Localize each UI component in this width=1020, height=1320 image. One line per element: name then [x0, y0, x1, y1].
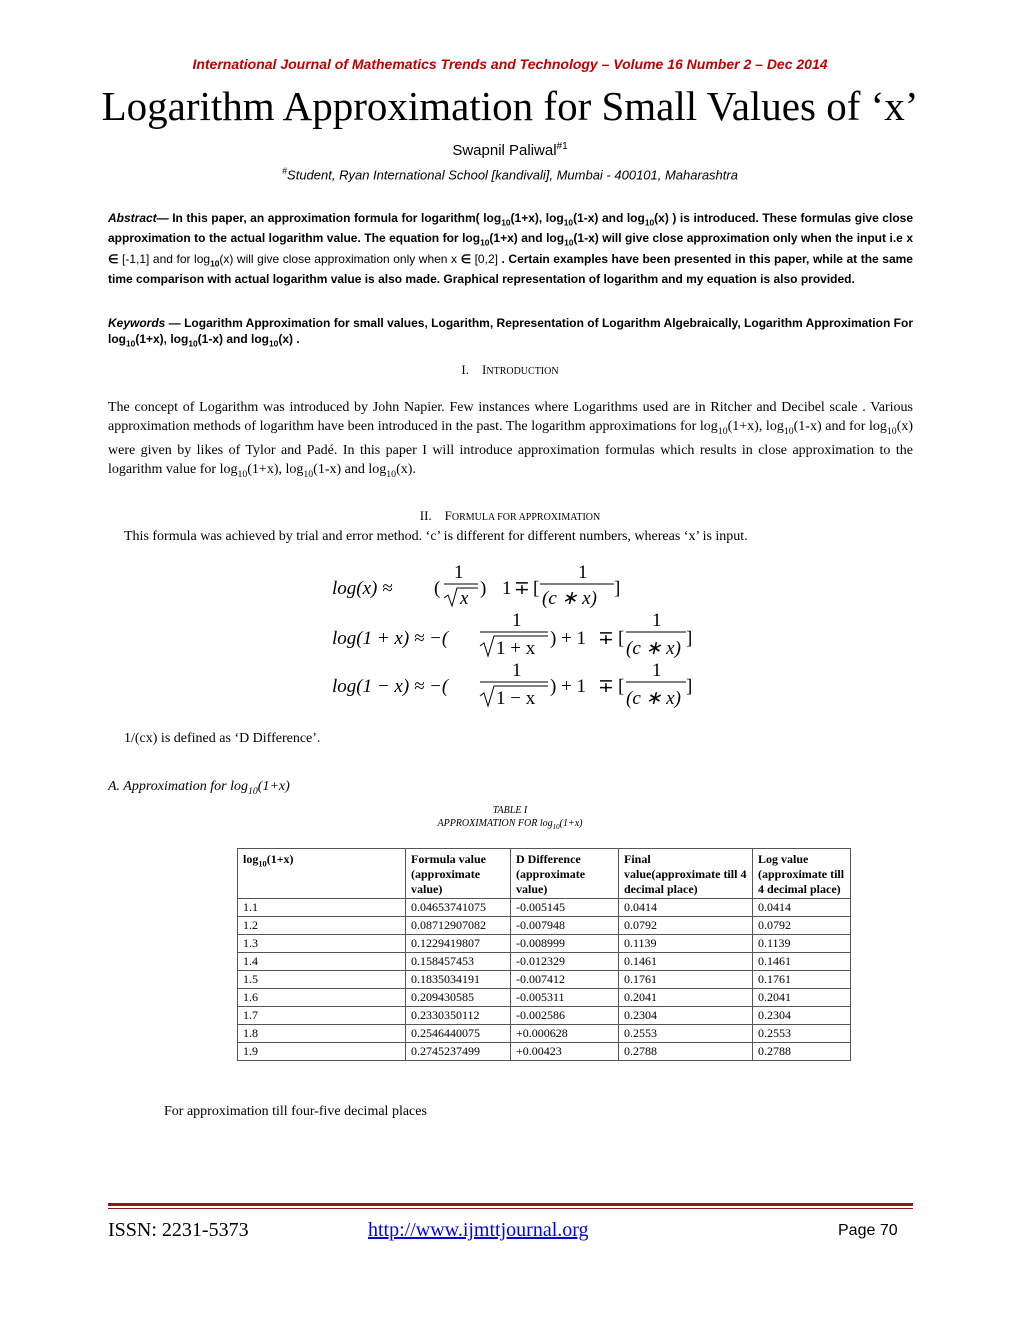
formula-3-numerator: 1: [512, 660, 522, 681]
formula-1-lhs: log(x) ≈: [332, 578, 393, 599]
closing-note: For approximation till four-five decimal places: [164, 1104, 427, 1119]
formula-3-radicand: 1 − x: [496, 688, 536, 709]
header-log-value: Log value (approximate till 4 decimal place): [753, 849, 851, 899]
table-cell: 0.0414: [753, 899, 851, 917]
formula-1-cx-numerator: 1: [578, 562, 588, 583]
table-cell: 0.0792: [753, 917, 851, 935]
formula-2-cx-numerator: 1: [652, 610, 662, 631]
table-cell: 0.2553: [619, 1025, 753, 1043]
header-final-value: Final value(approximate till 4 decimal place): [619, 849, 753, 899]
table-cell: 1.9: [238, 1043, 406, 1061]
table-cell: 0.0414: [619, 899, 753, 917]
formula-2-bracket-open: [: [618, 628, 625, 649]
formula-1-paren-close: ): [480, 578, 487, 599]
table-number: TABLE I: [492, 805, 528, 816]
formula-3-cx-denominator: (c ∗ x): [626, 688, 681, 709]
table-cell: 0.2330350112: [406, 1007, 511, 1025]
affiliation-superscript: #: [282, 166, 288, 176]
table-cell: -0.008999: [511, 935, 619, 953]
formula-intro: This formula was achieved by trial and error method. ‘c’ is different for different numbers, whereas ‘x’ is input.: [124, 529, 748, 544]
author-name: Swapnil Paliwal$^{\#1}$: [452, 141, 568, 159]
footer-rule-thin: [108, 1208, 913, 1209]
keywords: Keywords — Logarithm Approximation for small values, Logarithm, Representation of Logarithm Algebraically, Logarithm Approximation For $\log_{10}(1+x)$, $\log_{10}(1-x)$ and $\log_{10}(x)$ .: [108, 316, 913, 349]
table-cell: -0.007948: [511, 917, 619, 935]
table-row: [238, 935, 851, 953]
table-row: [238, 989, 851, 1007]
approximation-formulas: [330, 562, 710, 712]
table-cell: -0.007412: [511, 971, 619, 989]
table-cell: 0.2546440075: [406, 1025, 511, 1043]
formula-2-bracket-close: ]: [686, 628, 693, 649]
table-cell: 0.209430585: [406, 989, 511, 1007]
table-cell: +0.000628: [511, 1025, 619, 1043]
formula-3-bracket-open: [: [618, 676, 625, 697]
formula-2-numerator: 1: [512, 610, 522, 631]
table-cell: 0.1229419807: [406, 935, 511, 953]
table-cell: 0.08712907082: [406, 917, 511, 935]
table-cell: 1.1: [238, 899, 406, 917]
affiliation: #Student, Ryan International School [kandivali], Mumbai - 400101, Maharashtra: [282, 166, 738, 183]
footer-rule: [108, 1203, 913, 1206]
subsection-heading-a: A. Approximation for $\log_{10}(1+x)$: [108, 779, 290, 797]
formula-1-plus-one: 1: [502, 578, 512, 599]
table-cell: 0.2041: [753, 989, 851, 1007]
keywords-lead: Keywords: [108, 316, 166, 330]
formula-1-paren-open: (: [434, 578, 441, 599]
table-row: [238, 917, 851, 935]
table-cell: -0.005145: [511, 899, 619, 917]
table-cell: 0.2304: [753, 1007, 851, 1025]
table-cell: 1.2: [238, 917, 406, 935]
formula-1-minus-plus: ∓: [514, 578, 530, 599]
table-header-row: [238, 849, 851, 899]
table-row: [238, 971, 851, 989]
journal-header: International Journal of Mathematics Trends and Technology – Volume 16 Number 2 – Dec 2014: [192, 56, 828, 72]
formula-3-cx-numerator: 1: [652, 660, 662, 681]
table-row: [238, 1007, 851, 1025]
introduction-paragraph: The concept of Logarithm was introduced by John Napier. Few instances where Logarithms used are in Ritcher and Decibel scale . Various approximation methods of logarithm have been introduced in the past. The logarithm approximations for $\log_{10}(1+x)$, $\log_{10}(1-x)$ and for $\log_{10}(x)$ were given by likes of Tylor and Padé. In this paper I will introduce approximation formulas which results in close approximation to the logarithm value for $\log_{10}(1+x)$, $\log_{10}(1-x)$ and $\log_{10}(x)$.: [108, 400, 914, 480]
section-heading-introduction: I. INTRODUCTION: [461, 362, 559, 377]
footer-issn: ISSN: 2231-5373: [108, 1219, 249, 1241]
table-cell: 0.2041: [619, 989, 753, 1007]
table-cell: 0.2788: [619, 1043, 753, 1061]
table-cell: 0.158457453: [406, 953, 511, 971]
formula-1-radicand: x: [460, 588, 469, 609]
formula-2-minus-plus: ∓: [598, 628, 614, 649]
formula-2-radicand: 1 + x: [496, 638, 536, 659]
abstract: Abstract— In this paper, an approximation formula for logarithm( $\log_{10}(1+x)$, $\log_{10}(1-x)$ and $\log_{10}(x)$ ) is introduced. These formulas give close approximation to the actual logarithm value. The equation for $\log_{10}(1+x)$ and $\log_{10}(1-x)$ will give close approximation only when the input i.e x ∈ [-1,1] and for $\log_{10}(x)$ will give close approximation only when x ∈ [0,2] . Certain examples have been presented in this paper, while at the same time comparison with actual logarithm value is also made. Graphical representation of logarithm and my equation is also provided.: [108, 211, 914, 287]
formula-3-tail: ) + 1: [550, 676, 587, 697]
table-cell: 0.1761: [619, 971, 753, 989]
formula-1-bracket-close: ]: [614, 578, 621, 599]
footer-journal-link[interactable]: http://www.ijmttjournal.org: [368, 1219, 589, 1241]
table-cell: 1.3: [238, 935, 406, 953]
section-heading-formula: II. FORMULA FOR APPROXIMATION: [419, 508, 601, 523]
table-cell: 0.2304: [619, 1007, 753, 1025]
table-cell: 1.4: [238, 953, 406, 971]
footer-page-number: Page 70: [838, 1222, 898, 1239]
table-cell: 0.0792: [619, 917, 753, 935]
table-cell: 1.7: [238, 1007, 406, 1025]
table-title: APPROXIMATION FOR $\log_{10}(1+x)$: [437, 818, 583, 831]
table-cell: 0.2788: [753, 1043, 851, 1061]
table-cell: 0.1461: [753, 953, 851, 971]
header-d-difference: D Difference (approximate value): [511, 849, 619, 899]
table-cell: 0.04653741075: [406, 899, 511, 917]
author-superscript: #1: [556, 141, 568, 152]
header-formula-value: Formula value (approximate value): [406, 849, 511, 899]
formula-2-lhs: log(1 + x) ≈ −(: [332, 628, 449, 649]
formula-1-bracket-open: [: [533, 578, 540, 599]
formula-3-minus-plus: ∓: [598, 676, 614, 697]
d-difference-definition: 1/(cx) is defined as ‘D Difference’.: [124, 731, 321, 746]
paper-title: Logarithm Approximation for Small Values of ‘x’: [101, 83, 919, 129]
table-row: [238, 1043, 851, 1061]
formula-3-bracket-close: ]: [686, 676, 693, 697]
abstract-lead: Abstract—: [108, 211, 169, 225]
formula-2-tail: ) + 1: [550, 628, 587, 649]
table-cell: 1.8: [238, 1025, 406, 1043]
formula-3-lhs: log(1 − x) ≈ −(: [332, 676, 449, 697]
table-row: [238, 953, 851, 971]
formula-1-numerator: 1: [454, 562, 464, 583]
header-log: $\log_{10}(1+x)$: [238, 849, 406, 899]
table-cell: -0.002586: [511, 1007, 619, 1025]
table-row: [238, 1025, 851, 1043]
table-cell: 0.1835034191: [406, 971, 511, 989]
approximation-table: [237, 848, 851, 1061]
formula-1-cx-denominator: (c ∗ x): [542, 588, 597, 609]
table-cell: 0.1139: [753, 935, 851, 953]
table-cell: 0.1461: [619, 953, 753, 971]
table-cell: 0.2745237499: [406, 1043, 511, 1061]
table-cell: 1.5: [238, 971, 406, 989]
table-row: [238, 899, 851, 917]
table-cell: 0.2553: [753, 1025, 851, 1043]
table-cell: -0.012329: [511, 953, 619, 971]
formula-2-cx-denominator: (c ∗ x): [626, 638, 681, 659]
table-cell: 0.1761: [753, 971, 851, 989]
table-cell: -0.005311: [511, 989, 619, 1007]
table-cell: 1.6: [238, 989, 406, 1007]
table-cell: 0.1139: [619, 935, 753, 953]
table-cell: +0.00423: [511, 1043, 619, 1061]
